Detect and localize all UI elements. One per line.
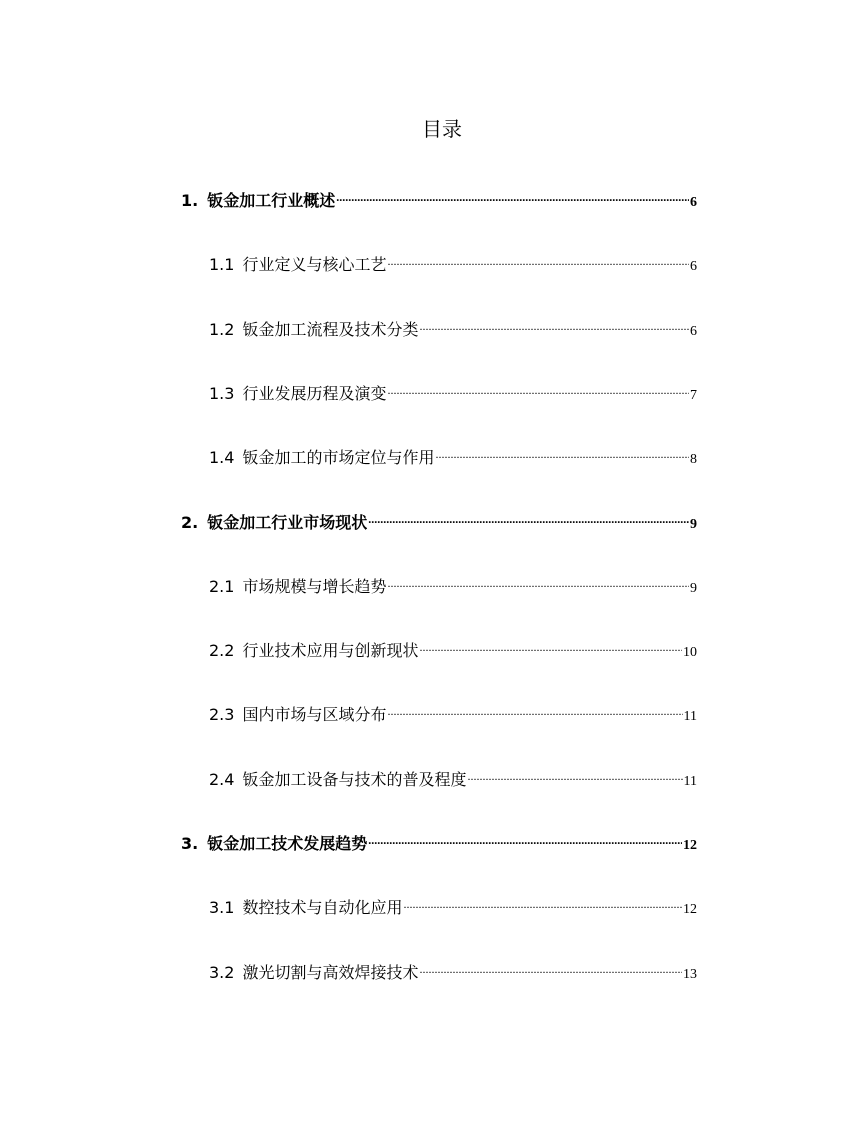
toc-dot-leader: [467, 761, 682, 785]
toc-entry-page: 10: [683, 645, 697, 660]
toc-entry-number: 1.3: [209, 384, 235, 403]
toc-dot-leader: [368, 825, 682, 849]
toc-dot-leader: [435, 439, 689, 463]
toc-entry[interactable]: [181, 504, 697, 532]
toc-entry-number: 2.: [181, 513, 199, 532]
toc-entry[interactable]: [209, 761, 697, 789]
toc-entry-number: 1.: [181, 191, 199, 210]
toc-entry-number: 3.: [181, 834, 199, 853]
toc-entry[interactable]: [209, 568, 697, 596]
toc-dot-leader: [368, 504, 689, 528]
toc-entry-page: 8: [690, 452, 697, 467]
toc-entry-text: 激光切割与高效焊接技术: [242, 963, 419, 982]
toc-entry-number: 1.4: [209, 448, 235, 467]
toc-entry-number: 3.2: [209, 963, 235, 982]
toc-entry[interactable]: [209, 246, 697, 274]
toc-title: 目录: [422, 117, 462, 141]
toc-dot-leader: [387, 568, 689, 592]
toc-entry-text: 行业技术应用与创新现状: [242, 641, 419, 660]
toc-entry-number: 1.1: [209, 255, 235, 274]
toc-entry[interactable]: [181, 182, 697, 210]
toc-entry-page: 12: [683, 838, 697, 853]
toc-entry-page: 9: [690, 517, 697, 532]
toc-entry-page: 11: [683, 774, 697, 789]
toc-entry-number: 1.2: [209, 320, 235, 339]
toc-entry-page: 11: [683, 709, 697, 724]
toc-dot-leader: [419, 311, 689, 335]
toc-dot-leader: [403, 889, 682, 913]
toc-entry-page: 12: [683, 902, 697, 917]
toc-entry[interactable]: [209, 889, 697, 917]
toc-entry-number: 2.4: [209, 770, 235, 789]
toc-entry-text: 钣金加工流程及技术分类: [242, 320, 419, 339]
toc-entry-page: 9: [690, 581, 697, 596]
toc-dot-leader: [419, 632, 682, 656]
toc-entry-page: 6: [690, 195, 697, 210]
toc-entry-text: 行业定义与核心工艺: [242, 255, 387, 274]
toc-entry[interactable]: [209, 375, 697, 403]
toc-entry[interactable]: [181, 825, 697, 853]
toc-entry-text: 钣金加工的市场定位与作用: [242, 448, 435, 467]
toc-entry[interactable]: [209, 954, 697, 982]
toc-entry[interactable]: [209, 696, 697, 724]
toc-entry-text: 钣金加工行业市场现状: [207, 513, 368, 532]
toc-entry-text: 行业发展历程及演变: [242, 384, 387, 403]
toc-dot-leader: [336, 182, 689, 206]
toc-entry-text: 市场规模与增长趋势: [242, 577, 387, 596]
toc-dot-leader: [387, 696, 682, 720]
toc-entry-page: 6: [690, 324, 697, 339]
toc-entry-page: 13: [683, 967, 697, 982]
toc-entry-text: 钣金加工技术发展趋势: [207, 834, 368, 853]
toc-entry-number: 3.1: [209, 898, 235, 917]
toc-dot-leader: [387, 375, 689, 399]
toc-entry-page: 6: [690, 259, 697, 274]
toc-entry[interactable]: [209, 632, 697, 660]
toc-entry-number: 2.2: [209, 641, 235, 660]
toc-dot-leader: [387, 246, 689, 270]
toc-entry-text: 国内市场与区域分布: [242, 705, 387, 724]
toc-entry-number: 2.1: [209, 577, 235, 596]
toc-entry-text: 钣金加工行业概述: [207, 191, 336, 210]
toc-entry-text: 钣金加工设备与技术的普及程度: [242, 770, 467, 789]
toc-dot-leader: [419, 954, 682, 978]
toc-entry[interactable]: [209, 311, 697, 339]
toc-entry[interactable]: [209, 439, 697, 467]
toc-entry-number: 2.3: [209, 705, 235, 724]
toc-entry-page: 7: [690, 388, 697, 403]
toc-entry-text: 数控技术与自动化应用: [242, 898, 403, 917]
